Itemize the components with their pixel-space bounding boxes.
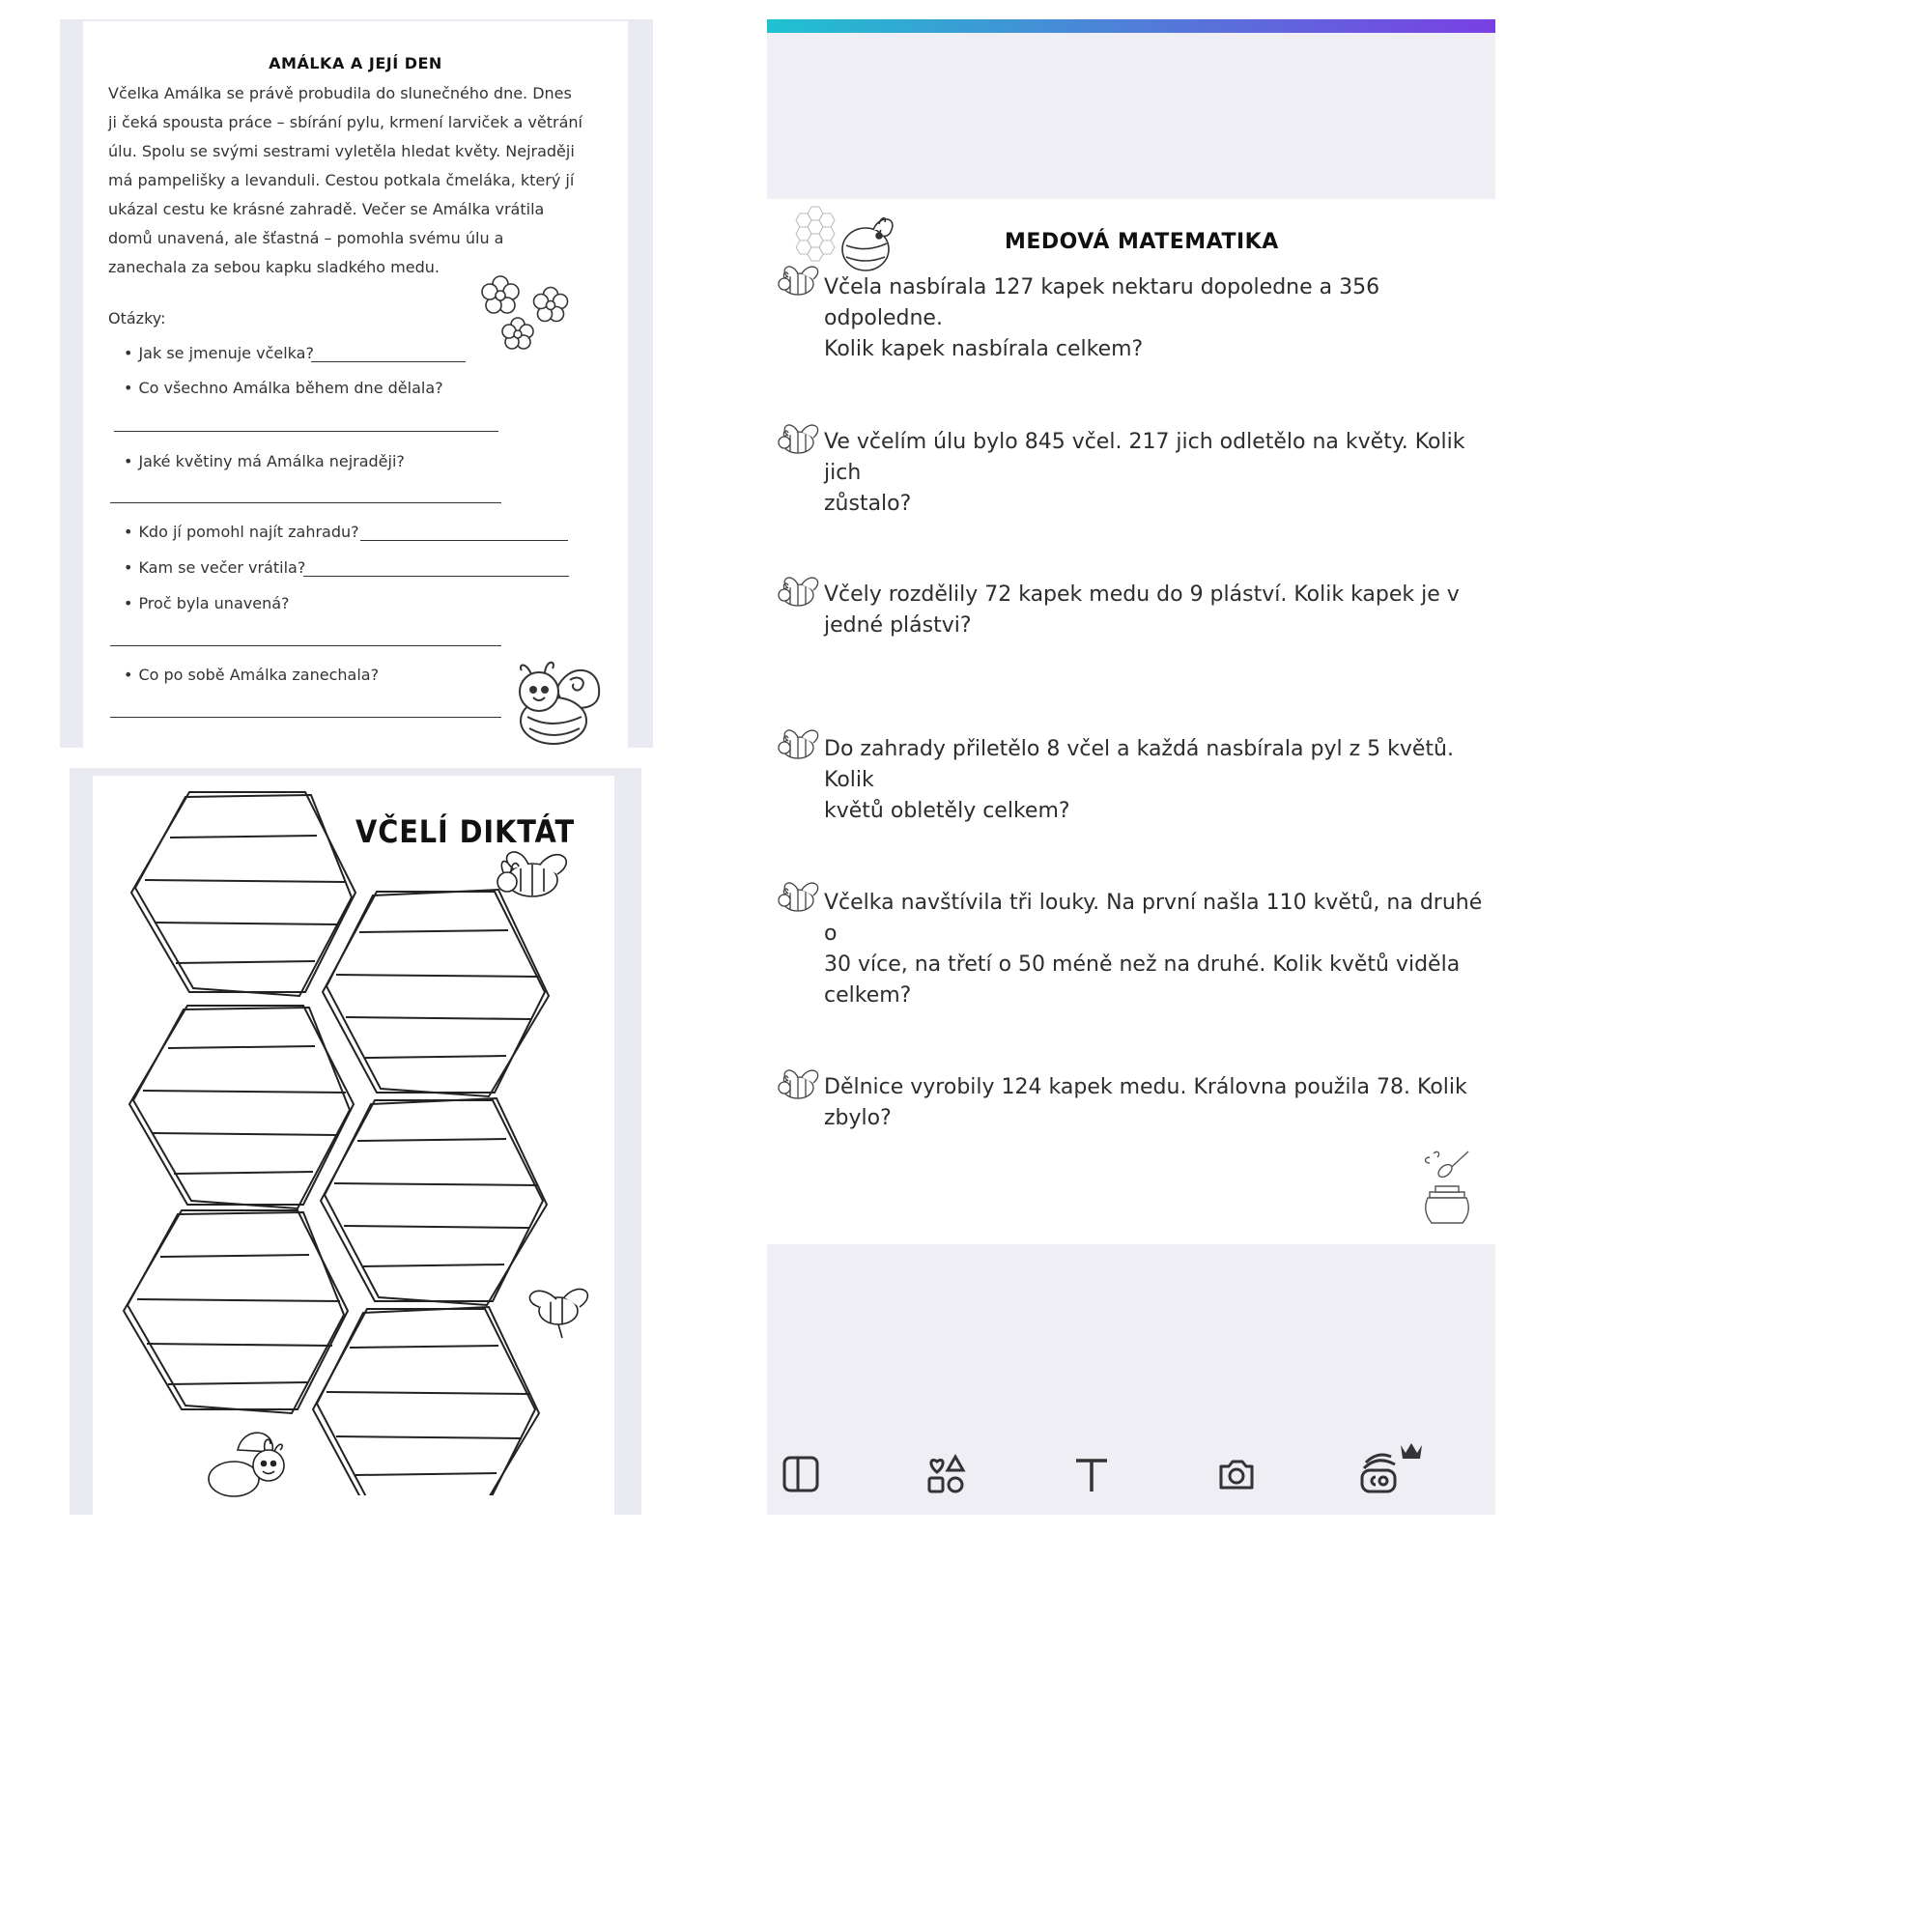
math-problem: Včely rozdělily 72 kapek medu do 9 pláství. Kolik kapek je v jedné plástvi? [824,582,1460,638]
answer-line [110,502,501,503]
question-item: • Proč byla unavená? [124,594,290,612]
math-problem: Včela nasbírala 127 kapek nektaru dopoledne a 356 odpoledne. Kolik kapek nasbírala celkem? [824,275,1380,361]
page-top-gradient-bar [767,19,1495,33]
honeycomb-cell [321,1098,547,1305]
small-bee-icon [777,259,827,301]
question-item: • Co všechno Amálka během dne dělala? [124,379,443,397]
story-line: Včelka Amálka se právě probudila do slunečného dne. Dnes [108,84,572,102]
camera-icon[interactable] [1215,1453,1258,1495]
math-problem: Včelka navštívila tři louky. Na první našla 110 květů, na druhé o 30 více, na třetí o 50 méně než na druhé. Kolik květů viděla celkem? [824,891,1483,1008]
question-item: • Co po sobě Amálka zanechala? [124,666,379,684]
honeycomb-cell [124,1210,348,1413]
questions-label: Otázky: [108,309,166,327]
small-bee-icon [777,417,827,460]
answer-line [311,361,466,362]
story-line: úlu. Spolu se svými sestrami vyletěla hledat květy. Nejraději [108,142,575,160]
question-item: • Jaké květiny má Amálka nejraději? [124,452,405,470]
math-problem: Ve včelím úlu bylo 845 včel. 217 jich odletělo na květy. Kolik jich zůstalo? [824,430,1465,516]
answer-line [110,717,501,718]
math-title: MEDOVÁ MATEMATIKA [1005,230,1279,254]
honeycomb-cell [323,890,549,1096]
answer-line [360,540,568,541]
apps-premium-icon[interactable] [1356,1439,1424,1497]
question-item: • Jak se jmenuje včelka? [124,344,314,362]
question-item: • Kdo jí pomohl najít zahradu? [124,523,359,541]
reading-title: AMÁLKA A JEJÍ DEN [269,54,442,72]
story-line: domů unavená, ale šťastná – pomohla svému úlu a [108,229,504,247]
question-item: • Kam se večer vrátila? [124,558,305,577]
story-line: ukázal cestu ke krásné zahradě. Večer se Amálka vrátila [108,200,545,218]
answer-line [110,645,501,646]
story-line: má pampelišky a levanduli. Cestou potkala čmeláka, který jí [108,171,575,189]
small-bee-icon [777,570,827,612]
honey-pot-icon [1416,1148,1478,1229]
text-icon[interactable] [1070,1453,1113,1495]
flowers-icon [475,270,582,357]
math-problem: Do zahrady přiletělo 8 včel a každá nasbírala pyl z 5 květů. Kolik květů obletěly celkem? [824,737,1454,823]
small-bee-icon [777,1063,827,1105]
canvas-background [767,33,1495,199]
story-line: ji čeká spousta práce – sbírání pylu, krmení larviček a větrání [108,113,582,131]
answer-line [114,431,498,432]
small-bee-icon [777,723,827,765]
honeycomb-cell [131,792,355,996]
reading-worksheet[interactable] [83,21,628,748]
reading-story [108,79,591,282]
elements-icon[interactable] [925,1453,968,1495]
honeycomb-writing-grid [93,776,614,1515]
bee-icon [510,651,607,748]
honeycomb-cell [129,1006,354,1208]
dictation-title: VČELÍ DIKTÁT [355,813,576,850]
small-bee-icon [777,875,827,918]
answer-line [303,576,569,577]
honeycomb-cell [313,1307,539,1514]
layout-icon[interactable] [781,1453,823,1495]
math-problem: Dělnice vyrobily 124 kapek medu. Královna použila 78. Kolik zbylo? [824,1075,1467,1130]
story-line: zanechala za sebou kapku sladkého medu. [108,258,440,276]
